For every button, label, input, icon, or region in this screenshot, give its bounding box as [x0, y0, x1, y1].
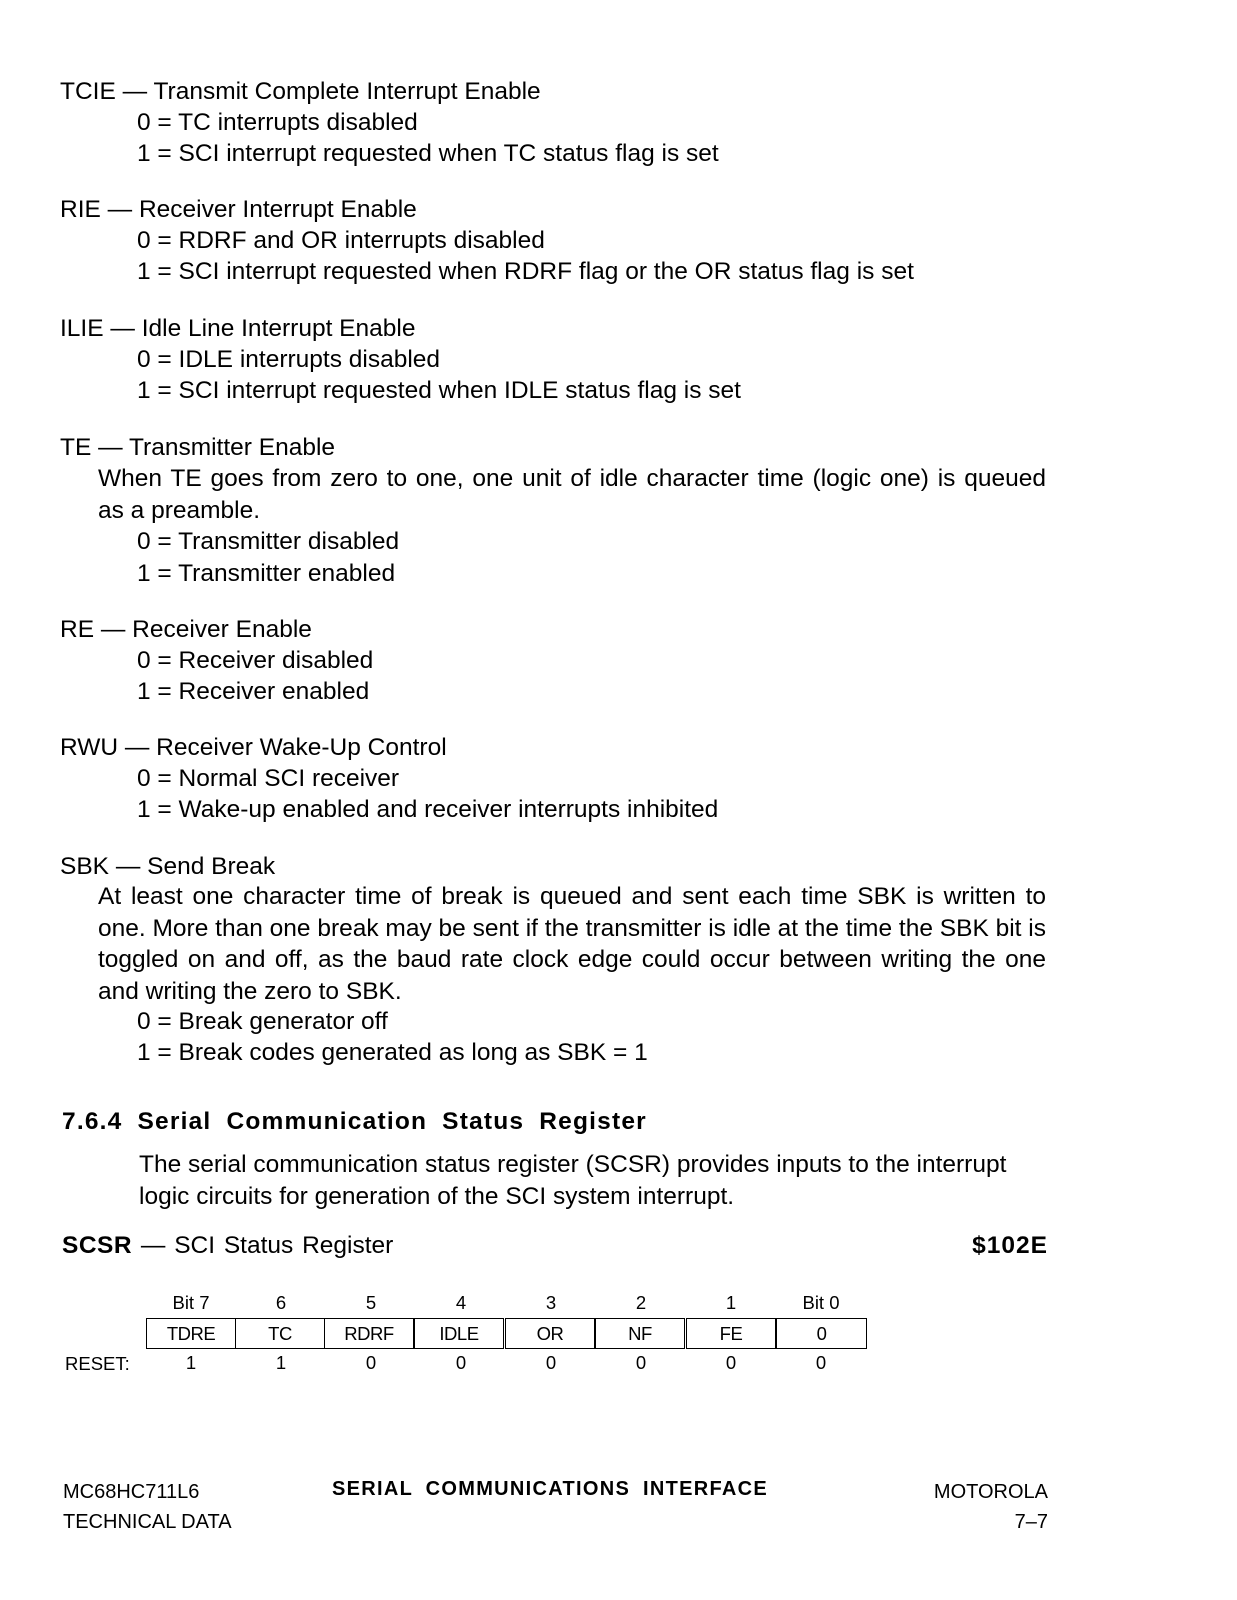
register-abbreviation: SCSR [62, 1232, 133, 1259]
bit-option: 1 = Break codes generated as long as SBK = 1 [137, 1039, 648, 1066]
footer-part-number: MC68HC711L6 [63, 1481, 200, 1503]
bit-number: 1 [725, 1292, 737, 1313]
bit-cell-nf: NF [595, 1318, 685, 1349]
bit-option: 1 = Transmitter enabled [137, 560, 396, 587]
bit-heading-sbk: SBK — Send Break [60, 853, 276, 880]
bit-heading-rwu: RWU — Receiver Wake-Up Control [60, 734, 447, 761]
footer-company: MOTOROLA [933, 1481, 1048, 1503]
bit-option: 1 = Receiver enabled [137, 678, 370, 705]
bit-cell-fe: FE [686, 1318, 776, 1349]
register-description: — SCI Status Register [132, 1232, 394, 1259]
section-paragraph: The serial communication status register (SCSR) provides inputs to the interrupt logic circuits for generation of the SCI system interrupt. [139, 1151, 1007, 1210]
reset-value: 1 [275, 1352, 287, 1373]
bit-heading-tcie: TCIE — Transmit Complete Interrupt Enable [60, 78, 541, 105]
bit-number: 2 [635, 1292, 647, 1313]
register-title [62, 1232, 393, 1260]
reset-value: 0 [635, 1352, 647, 1373]
section-title: 7.6.4 Serial Communication Status Register [62, 1108, 647, 1135]
bit-description: At least one character time of break is queued and sent each time SBK is written to one. More than one break may be sent if the transmitter is idle at the time the SBK bit is toggled on and off, as the baud rate clock edge could occur between writing the one and writing the zero to SBK. [98, 883, 1046, 1005]
bit-heading-ilie: ILIE — Idle Line Interrupt Enable [60, 315, 416, 342]
bit-number: Bit 7 [172, 1292, 210, 1313]
bit-cell-tc: TC [235, 1318, 325, 1349]
reset-value: 0 [725, 1352, 737, 1373]
bit-heading-re: RE — Receiver Enable [60, 616, 312, 643]
bit-number: 3 [545, 1292, 557, 1313]
bit-option: 1 = SCI interrupt requested when TC status flag is set [137, 140, 719, 167]
reset-value: 0 [815, 1352, 827, 1373]
bit-option: 0 = RDRF and OR interrupts disabled [137, 227, 545, 254]
bit-heading-te: TE — Transmitter Enable [60, 434, 336, 461]
bit-cell-bit0: 0 [776, 1318, 867, 1349]
bit-option: 0 = Receiver disabled [137, 647, 374, 674]
bit-description: When TE goes from zero to one, one unit of idle character time (logic one) is queued as a preamble. [98, 465, 1046, 524]
bit-option: 1 = SCI interrupt requested when RDRF flag or the OR status flag is set [137, 258, 914, 285]
bit-option: 1 = Wake-up enabled and receiver interrupts inhibited [137, 796, 719, 823]
reset-value: 0 [365, 1352, 377, 1373]
bit-number: 5 [365, 1292, 377, 1313]
bit-cell-tdre: TDRE [146, 1318, 236, 1349]
reset-label: RESET: [65, 1353, 130, 1374]
reset-value: 1 [185, 1352, 197, 1373]
bit-number: Bit 0 [802, 1292, 840, 1313]
bit-cell-idle: IDLE [414, 1318, 504, 1349]
bit-option: 0 = TC interrupts disabled [137, 109, 418, 136]
bit-option: 0 = Transmitter disabled [137, 528, 400, 555]
bit-cell-rdrf: RDRF [324, 1318, 414, 1349]
bit-heading-rie: RIE — Receiver Interrupt Enable [60, 196, 417, 223]
reset-value: 0 [545, 1352, 557, 1373]
bit-option: 0 = Break generator off [137, 1008, 388, 1035]
bit-option: 1 = SCI interrupt requested when IDLE status flag is set [137, 377, 741, 404]
bit-option: 0 = Normal SCI receiver [137, 765, 400, 792]
register-address: $102E [972, 1232, 1048, 1259]
footer-doc-type: TECHNICAL DATA [63, 1511, 232, 1533]
bit-cell-or: OR [505, 1318, 595, 1349]
bit-option: 0 = IDLE interrupts disabled [137, 346, 441, 373]
footer-page-number: 7–7 [1014, 1511, 1048, 1533]
footer-chapter-title: SERIAL COMMUNICATIONS INTERFACE [332, 1478, 769, 1500]
bit-number: 6 [275, 1292, 287, 1313]
reset-value: 0 [455, 1352, 467, 1373]
bit-number: 4 [455, 1292, 467, 1313]
